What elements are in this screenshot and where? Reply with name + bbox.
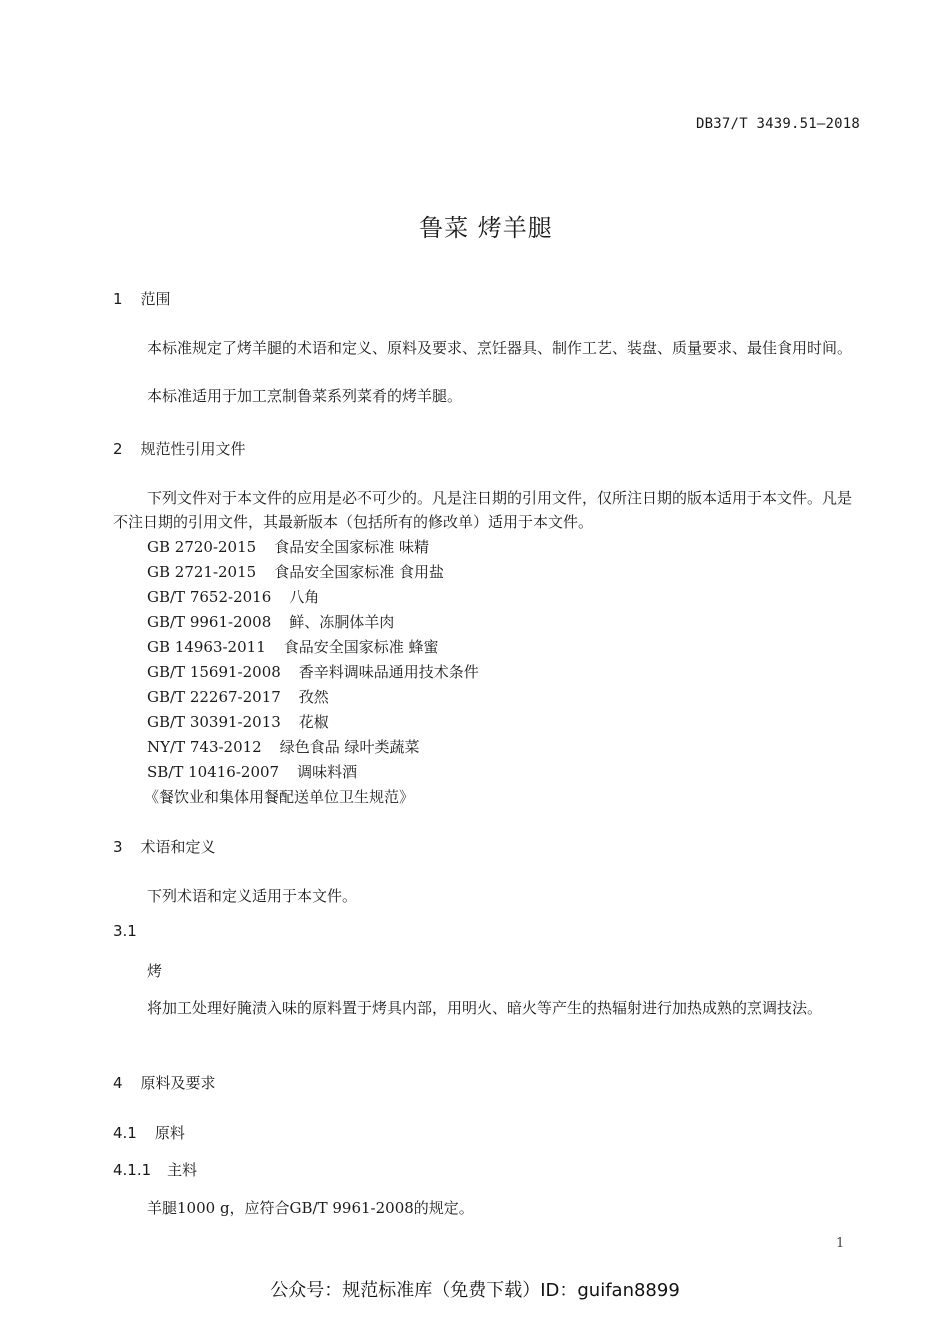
section-2-heading	[113, 438, 246, 459]
document-code: DB37/T 3439.51—2018	[696, 116, 860, 132]
section-4-paragraph-1: 羊腿1000 g，应符合GB/T 9961-2008的规定。	[147, 1199, 474, 1217]
subsection-4-1-heading	[113, 1122, 185, 1143]
reference-item	[147, 736, 420, 757]
section-1-paragraph-1: 本标准规定了烤羊腿的术语和定义、原料及要求、烹饪器具、制作工艺、装盘、质量要求、最佳食用时间。	[147, 339, 853, 357]
term-definition: 将加工处理好腌渍入味的原料置于烤具内部，用明火、暗火等产生的热辐射进行加热成熟的烹调技法。	[147, 999, 823, 1017]
reference-code: GB/T 15691-2008	[147, 663, 281, 681]
subsection-title: 原料	[154, 1124, 185, 1142]
subsection-number: 4.1	[113, 1124, 137, 1142]
subsection-4-1-1-heading	[113, 1159, 197, 1180]
section-number: 1	[113, 290, 123, 308]
reference-title: 绿色食品 绿叶类蔬菜	[279, 738, 420, 756]
section-1-paragraph-2: 本标准适用于加工烹制鲁菜系列菜肴的烤羊腿。	[147, 387, 463, 405]
section-number: 3	[113, 838, 123, 856]
reference-title: 调味料酒	[297, 763, 358, 781]
page-title: 鲁菜 烤羊腿	[419, 214, 553, 242]
reference-item	[147, 636, 439, 657]
reference-item	[147, 611, 394, 632]
section-3-paragraph-1: 下列术语和定义适用于本文件。	[147, 887, 358, 905]
section-4-heading	[113, 1072, 216, 1093]
section-number: 4	[113, 1074, 123, 1092]
reference-item	[147, 711, 329, 732]
reference-code: GB/T 30391-2013	[147, 713, 281, 731]
reference-title: 食品安全国家标准 蜂蜜	[283, 638, 439, 656]
reference-code: GB/T 22267-2017	[147, 688, 281, 706]
reference-code: GB 14963-2011	[147, 638, 266, 656]
reference-title: 鲜、冻胴体羊肉	[289, 613, 395, 631]
section-1-heading	[113, 288, 171, 309]
page-number: 1	[836, 1236, 845, 1251]
section-2-paragraph-1: 下列文件对于本文件的应用是必不可少的。凡是注日期的引用文件，仅所注日期的版本适用于本文件。凡是不注日期的引用文件，其最新版本（包括所有的修改单）适用于本文件。	[113, 489, 853, 531]
reference-code: NY/T 743-2012	[147, 738, 262, 756]
reference-item	[147, 661, 479, 682]
reference-code: GB 2721-2015	[147, 563, 257, 581]
reference-title: 八角	[289, 588, 320, 606]
reference-item	[147, 586, 319, 607]
subsection-title: 主料	[167, 1161, 198, 1179]
reference-code: GB/T 9961-2008	[147, 613, 272, 631]
reference-title: 食品安全国家标准 味精	[274, 538, 429, 556]
reference-item	[147, 761, 357, 782]
subsection-number: 3.1	[113, 922, 137, 940]
reference-code: GB/T 7652-2016	[147, 588, 272, 606]
reference-title: 香辛料调味品通用技术条件	[298, 663, 479, 681]
reference-title: 孜然	[298, 688, 329, 706]
reference-extra: 《餐饮业和集体用餐配送单位卫生规范》	[144, 788, 415, 806]
reference-item	[147, 561, 444, 582]
section-title: 规范性引用文件	[140, 440, 246, 458]
reference-code: SB/T 10416-2007	[147, 763, 280, 781]
reference-code: GB 2720-2015	[147, 538, 257, 556]
section-title: 范围	[140, 290, 171, 308]
reference-title: 食品安全国家标准 食用盐	[274, 563, 444, 581]
section-title: 原料及要求	[140, 1074, 216, 1092]
section-3-heading	[113, 836, 216, 857]
subsection-number: 4.1.1	[113, 1161, 152, 1179]
section-number: 2	[113, 440, 123, 458]
term-title: 烤	[147, 962, 163, 980]
footer-watermark: 公众号：规范标准库（免费下载）ID：guifan8899	[270, 1280, 680, 1301]
reference-item	[147, 686, 329, 707]
section-title: 术语和定义	[140, 838, 216, 856]
reference-title: 花椒	[298, 713, 329, 731]
reference-item	[147, 536, 429, 557]
